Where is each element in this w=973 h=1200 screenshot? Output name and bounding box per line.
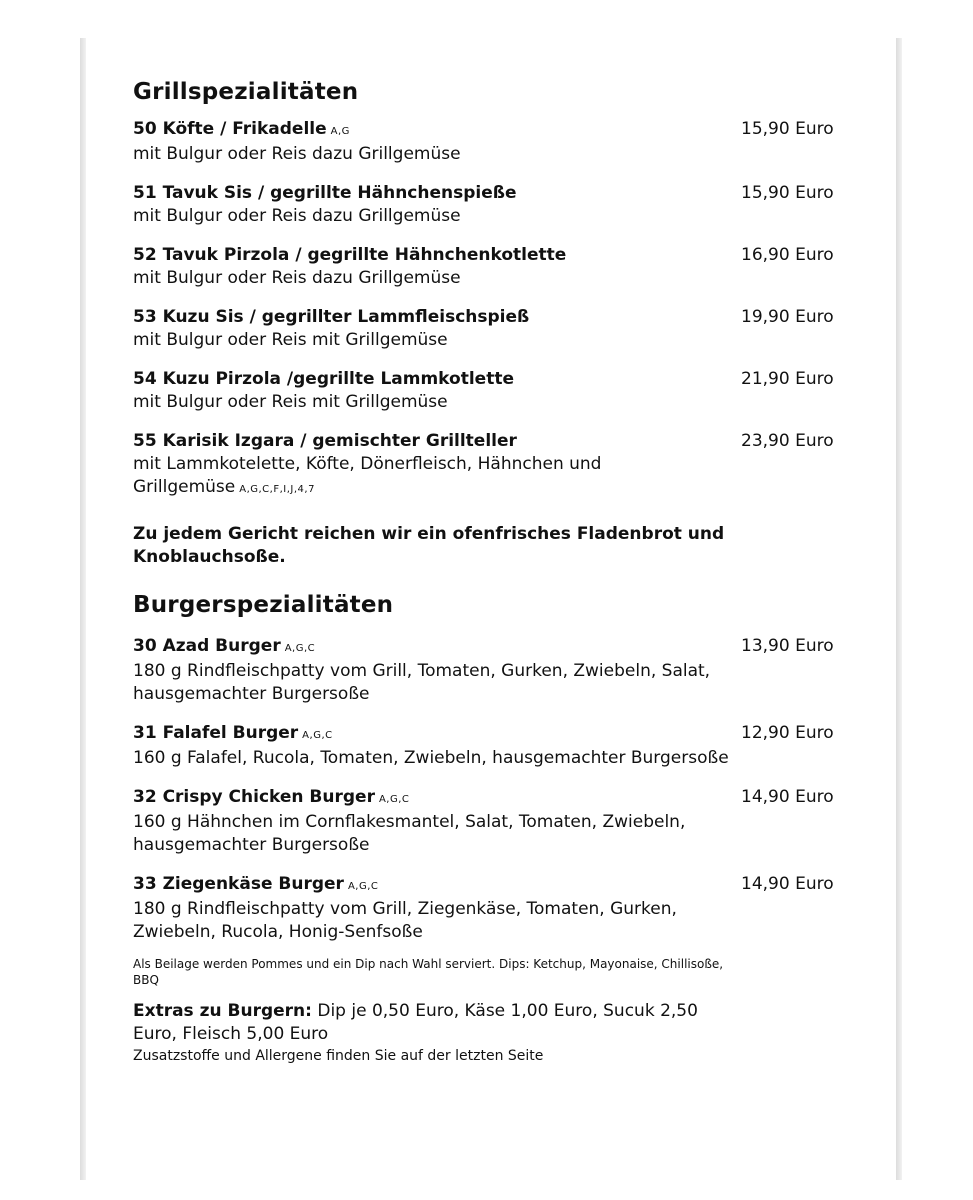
item-price: 16,90 Euro [741,245,834,265]
item-description-text: mit Lammkotelette, Köfte, Dönerfleisch, Hähnchen und Grillgemüse [133,454,602,497]
item-description: mit Bulgur oder Reis dazu Grillgemüse [133,144,461,164]
page-left-edge [80,38,86,1180]
item-allergens: A,G,C [284,643,316,654]
item-description: mit Bulgur oder Reis mit Grillgemüse [133,392,448,412]
menu-item-30 [133,635,853,706]
item-title: 33 Ziegenkäse Burger [133,874,344,894]
item-title: 32 Crispy Chicken Burger [133,787,375,807]
allergen-footer-note: Zusatzstoffe und Allergene finden Sie auf der letzten Seite [133,1048,544,1064]
item-allergens: A,G,C,F,I,J,4,7 [239,484,315,495]
item-allergens: A,G [330,126,350,137]
item-description: 180 g Rindfleischpatty vom Grill, Tomaten, Gurken, Zwiebeln, Salat, hausgemachter Burgersoße [133,661,711,704]
extras-label: Extras zu Burgern: [133,1001,312,1021]
menu-page [133,76,853,1066]
grill-section [133,76,853,569]
menu-item-53 [133,306,853,352]
item-description: 180 g Rindfleischpatty vom Grill, Ziegenkäse, Tomaten, Gurken, Zwiebeln, Rucola, Honig-Senfsoße [133,899,677,942]
item-title: 50 Köfte / Frikadelle [133,119,327,139]
item-title: 52 Tavuk Pirzola / gegrillte Hähnchenkotlette [133,245,567,265]
item-price: 15,90 Euro [741,119,834,139]
item-title: 55 Karisik Izgara / gemischter Grillteller [133,431,517,451]
menu-item-54 [133,368,853,414]
item-price: 23,90 Euro [741,431,834,451]
item-description: 160 g Hähnchen im Cornflakesmantel, Salat, Tomaten, Zwiebeln, hausgemachter Burgersoße [133,812,686,855]
item-description: mit Bulgur oder Reis dazu Grillgemüse [133,268,461,288]
extras-text: Dip je 0,50 Euro, Käse 1,00 Euro, Sucuk 2,50 Euro, Fleisch 5,00 Euro [133,1001,698,1044]
item-title: 53 Kuzu Sis / gegrillter Lammfleischspieß [133,307,530,327]
menu-item-55 [133,430,853,501]
item-title: 31 Falafel Burger [133,723,299,743]
item-price: 15,90 Euro [741,183,834,203]
item-title: 30 Azad Burger [133,636,281,656]
menu-item-52 [133,244,853,290]
menu-item-51 [133,182,853,228]
item-description: 160 g Falafel, Rucola, Tomaten, Zwiebeln, hausgemachter Burgersoße [133,748,729,768]
bread-note: Zu jedem Gericht reichen wir ein ofenfrisches Fladenbrot und Knoblauchsoße. [133,524,725,567]
menu-item-33 [133,873,853,944]
burger-heading: Burgerspezialitäten [133,592,394,618]
item-price: 21,90 Euro [741,369,834,389]
item-price: 13,90 Euro [741,636,834,656]
item-title: 54 Kuzu Pirzola /gegrillte Lammkotlette [133,369,514,389]
menu-item-32 [133,786,853,857]
item-allergens: A,G,C [347,881,379,892]
item-allergens: A,G,C [302,730,333,741]
item-description: mit Bulgur oder Reis mit Grillgemüse [133,330,448,350]
page-right-edge [896,38,902,1180]
menu-item-50 [133,118,853,166]
item-price: 14,90 Euro [741,787,834,807]
grill-heading: Grillspezialitäten [133,79,359,105]
burger-section [133,589,853,1066]
burger-extras [133,1000,733,1066]
item-price: 12,90 Euro [741,723,834,743]
item-description [133,453,733,501]
menu-item-31 [133,722,853,770]
side-dish-note: Als Beilage werden Pommes und ein Dip nach Wahl serviert. Dips: Ketchup, Mayonaise, Chillisoße, BBQ [133,957,724,987]
item-allergens: A,G,C [378,794,410,805]
item-description: mit Bulgur oder Reis dazu Grillgemüse [133,206,461,226]
item-title: 51 Tavuk Sis / gegrillte Hähnchenspieße [133,183,517,203]
item-price: 19,90 Euro [741,307,834,327]
item-price: 14,90 Euro [741,874,834,894]
